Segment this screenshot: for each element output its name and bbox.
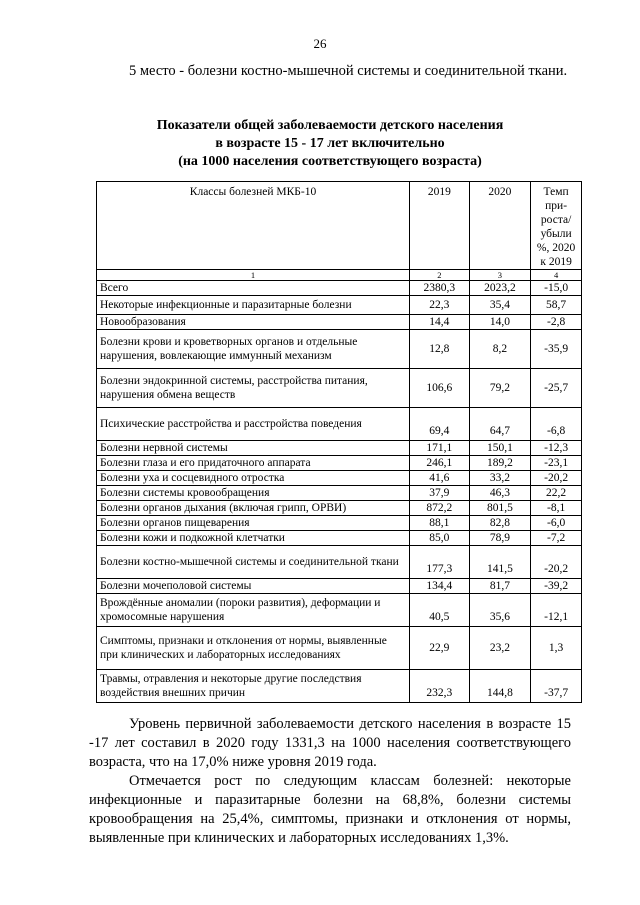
value-2019: 41,6 <box>410 471 470 486</box>
growth-rate: -37,7 <box>531 670 582 703</box>
value-2020: 35,6 <box>469 594 531 627</box>
table-row <box>97 369 582 408</box>
header-2019: 2019 <box>410 182 470 270</box>
index-cell: 4 <box>531 270 582 281</box>
disease-name: Некоторые инфекционные и паразитарные болезни <box>97 296 410 315</box>
table-row <box>97 471 582 486</box>
value-2019: 14,4 <box>410 315 470 330</box>
value-2020: 35,4 <box>469 296 531 315</box>
disease-name: Болезни системы кровообращения <box>97 486 410 501</box>
disease-name: Болезни органов дыхания (включая грипп, ОРВИ) <box>97 501 410 516</box>
index-cell: 3 <box>469 270 531 281</box>
disease-name: Болезни глаза и его придаточного аппарата <box>97 456 410 471</box>
value-2019: 872,2 <box>410 501 470 516</box>
table-title-line-3: (на 1000 населения соответствующего возраста) <box>178 154 482 169</box>
table-row <box>97 281 582 296</box>
value-2019: 106,6 <box>410 369 470 408</box>
intro-paragraph: 5 место - болезни костно-мышечной системы и соединительной ткани. <box>129 63 568 79</box>
growth-rate: -12,1 <box>531 594 582 627</box>
value-2020: 141,5 <box>469 546 531 579</box>
page-number: 26 <box>313 36 327 51</box>
growth-rate: -6,8 <box>531 408 582 441</box>
disease-name: Новообразования <box>97 315 410 330</box>
disease-name: Врождённые аномалии (пороки развития), деформации и хромосомные нарушения <box>97 594 410 627</box>
value-2020: 144,8 <box>469 670 531 703</box>
value-2019: 37,9 <box>410 486 470 501</box>
growth-rate: 58,7 <box>531 296 582 315</box>
value-2020: 46,3 <box>469 486 531 501</box>
table-row <box>97 486 582 501</box>
value-2019: 177,3 <box>410 546 470 579</box>
header-disease-class: Классы болезней МКБ-10 <box>97 182 410 270</box>
value-2020: 33,2 <box>469 471 531 486</box>
disease-name: Болезни органов пищеварения <box>97 516 410 531</box>
value-2020: 23,2 <box>469 627 531 670</box>
table-row <box>97 441 582 456</box>
value-2019: 22,3 <box>410 296 470 315</box>
disease-name: Болезни костно-мышечной системы и соединительной ткани <box>97 546 410 579</box>
table-row <box>97 408 582 441</box>
table-row <box>97 594 582 627</box>
growth-rate: -2,8 <box>531 315 582 330</box>
table-header-row <box>97 182 582 270</box>
growth-rate: -35,9 <box>531 330 582 369</box>
table-row <box>97 670 582 703</box>
value-2020: 801,5 <box>469 501 531 516</box>
value-2019: 12,8 <box>410 330 470 369</box>
growth-rate: -39,2 <box>531 579 582 594</box>
growth-rate: -12,3 <box>531 441 582 456</box>
value-2019: 40,5 <box>410 594 470 627</box>
growth-rate: 1,3 <box>531 627 582 670</box>
disease-name: Болезни уха и сосцевидного отростка <box>97 471 410 486</box>
growth-rate: -7,2 <box>531 531 582 546</box>
growth-rate: -25,7 <box>531 369 582 408</box>
growth-rate: -20,2 <box>531 546 582 579</box>
table-row <box>97 546 582 579</box>
table-row <box>97 531 582 546</box>
table-row <box>97 501 582 516</box>
growth-rate: 22,2 <box>531 486 582 501</box>
header-2020: 2020 <box>469 182 531 270</box>
value-2020: 2023,2 <box>469 281 531 296</box>
table-row <box>97 456 582 471</box>
value-2020: 78,9 <box>469 531 531 546</box>
value-2020: 8,2 <box>469 330 531 369</box>
paragraph-growth-classes: Отмечается рост по следующим классам болезней: некоторые инфекционные и паразитарные болезни на 68,8%, болезни системы кровообращения на 25,4%, симптомы, признаки и отклонения от нормы, выявленные при клинических и лабораторных исследованиях 1,3%. <box>89 773 571 846</box>
table-title-line-1: Показатели общей заболеваемости детского населения <box>156 118 504 133</box>
index-cell: 2 <box>410 270 470 281</box>
table-row <box>97 315 582 330</box>
header-growth-rate: Темп при-роста/ убыли %, 2020 к 2019 <box>531 182 582 270</box>
disease-name: Болезни крови и кроветворных органов и отдельные нарушения, вовлекающие иммунный механизм <box>97 330 410 369</box>
value-2020: 150,1 <box>469 441 531 456</box>
value-2019: 171,1 <box>410 441 470 456</box>
paragraph-primary-morbidity: Уровень первичной заболеваемости детского населения в возрасте 15 -17 лет составил в 2020 году 1331,3 на 1000 населения соответствующего возраста, что на 17,0% ниже уровня 2019 года. <box>89 716 571 770</box>
value-2019: 2380,3 <box>410 281 470 296</box>
disease-name: Болезни эндокринной системы, расстройства питания, нарушения обмена веществ <box>97 369 410 408</box>
growth-rate: -23,1 <box>531 456 582 471</box>
value-2020: 14,0 <box>469 315 531 330</box>
table-title-line-2: в возрасте 15 - 17 лет включительно <box>215 136 445 151</box>
value-2020: 64,7 <box>469 408 531 441</box>
table-row <box>97 627 582 670</box>
disease-name: Симптомы, признаки и отклонения от нормы, выявленные при клинических и лабораторных исследованиях <box>97 627 410 670</box>
value-2019: 85,0 <box>410 531 470 546</box>
disease-name: Психические расстройства и расстройства поведения <box>97 408 410 441</box>
value-2019: 246,1 <box>410 456 470 471</box>
value-2020: 79,2 <box>469 369 531 408</box>
table-row <box>97 330 582 369</box>
value-2019: 134,4 <box>410 579 470 594</box>
table-row <box>97 296 582 315</box>
disease-name: Всего <box>97 281 410 296</box>
value-2019: 232,3 <box>410 670 470 703</box>
disease-name: Болезни кожи и подкожной клетчатки <box>97 531 410 546</box>
disease-name: Травмы, отравления и некоторые другие последствия воздействия внешних причин <box>97 670 410 703</box>
disease-name: Болезни мочеполовой системы <box>97 579 410 594</box>
table-row <box>97 579 582 594</box>
morbidity-table <box>96 181 582 703</box>
value-2020: 82,8 <box>469 516 531 531</box>
index-cell: 1 <box>97 270 410 281</box>
growth-rate: -8,1 <box>531 501 582 516</box>
value-2019: 22,9 <box>410 627 470 670</box>
growth-rate: -15,0 <box>531 281 582 296</box>
table-title <box>89 117 571 171</box>
value-2019: 88,1 <box>410 516 470 531</box>
table-index-row <box>97 270 582 281</box>
value-2020: 81,7 <box>469 579 531 594</box>
growth-rate: -20,2 <box>531 471 582 486</box>
growth-rate: -6,0 <box>531 516 582 531</box>
table-row <box>97 516 582 531</box>
value-2019: 69,4 <box>410 408 470 441</box>
value-2020: 189,2 <box>469 456 531 471</box>
disease-name: Болезни нервной системы <box>97 441 410 456</box>
